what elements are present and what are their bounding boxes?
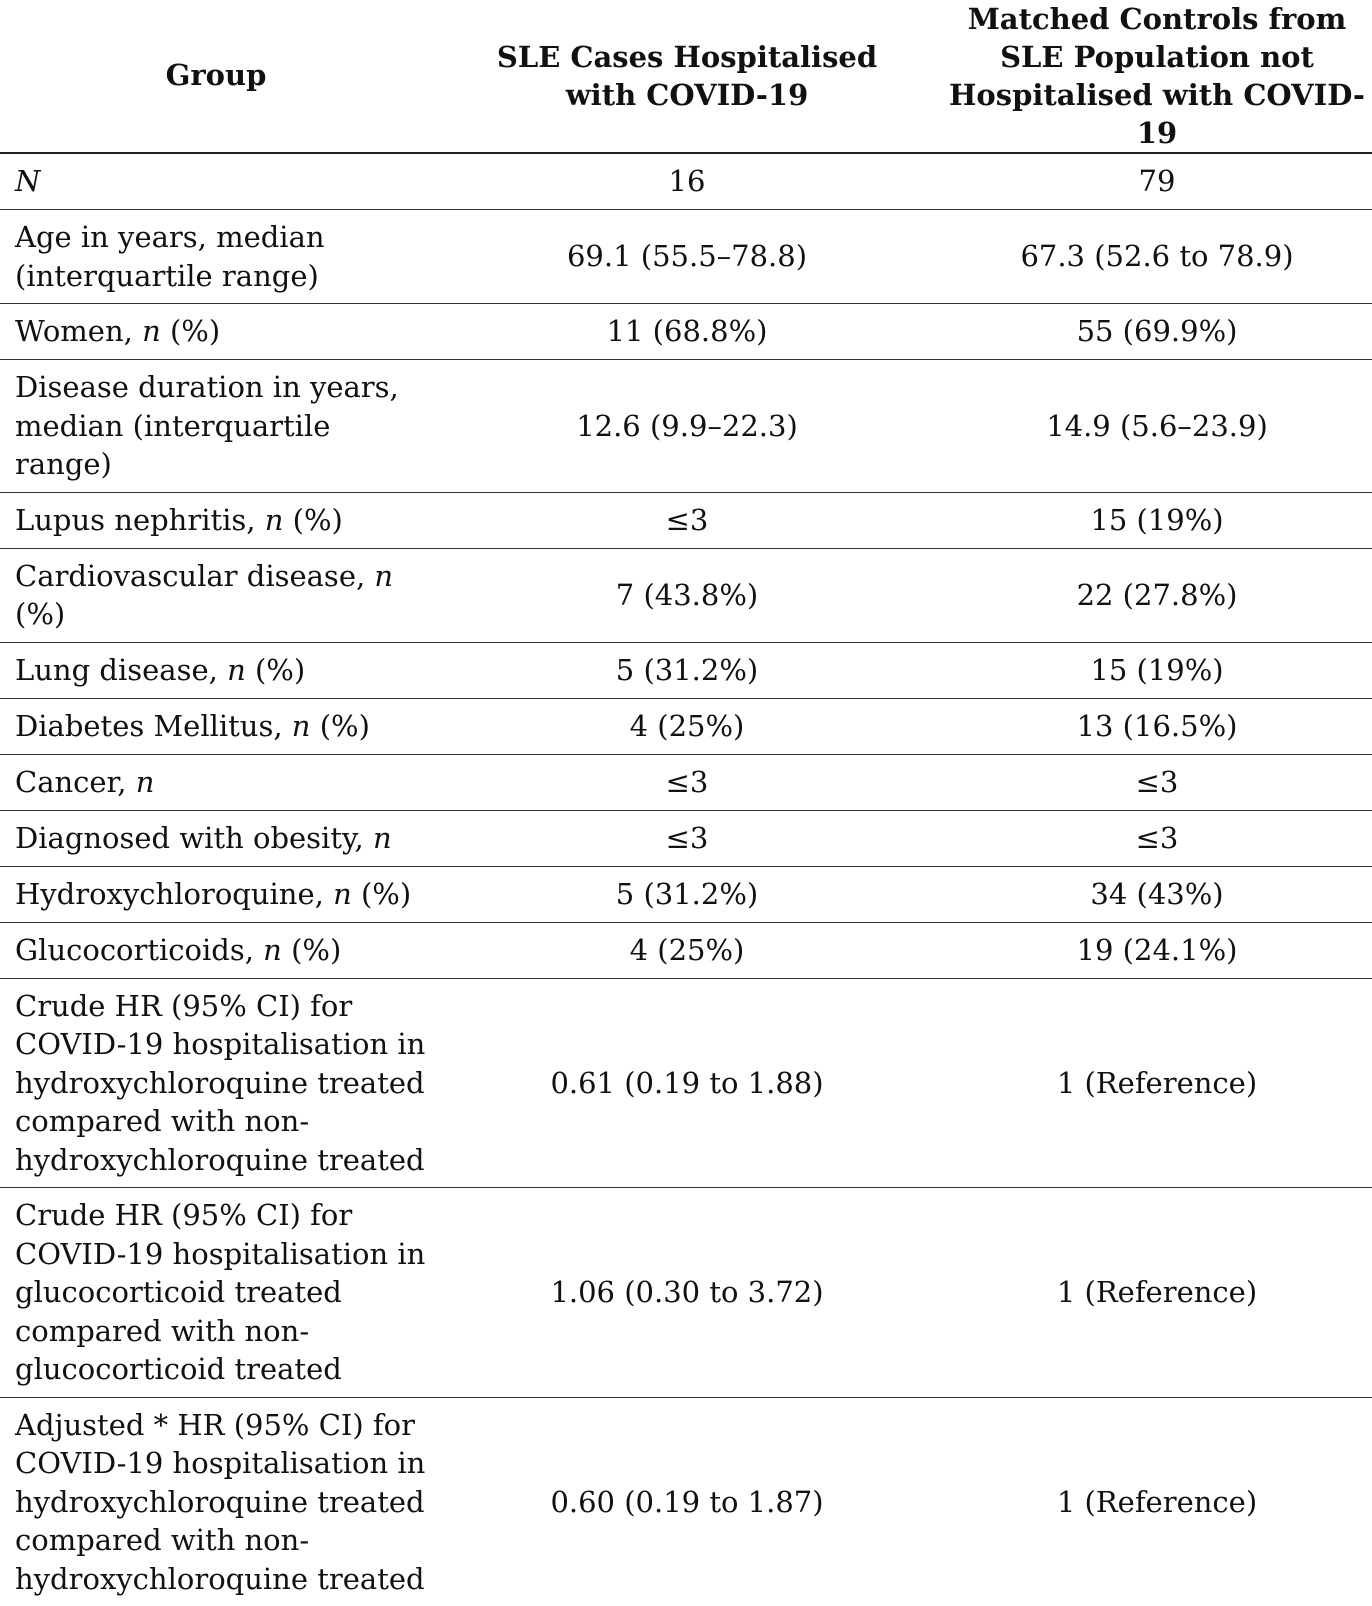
table-row [0, 978, 1372, 1188]
cases-value: 69.1 (55.5–78.8) [432, 210, 942, 304]
cases-value: ≤3 [432, 754, 942, 810]
controls-value: 19 (24.1%) [942, 922, 1372, 978]
row-label: N [0, 153, 432, 210]
table-row [0, 360, 1372, 493]
controls-value: 22 (27.8%) [942, 548, 1372, 642]
controls-value: 1 (Reference) [1056, 1484, 1258, 1519]
row-label: Glucocorticoids, n (%) [0, 922, 432, 978]
cases-value: 5 (31.2%) [432, 866, 942, 922]
controls-value: 67.3 (52.6 to 78.9) [942, 210, 1372, 304]
controls-value: ≤3 [942, 810, 1372, 866]
header-controls: Matched Controls from SLE Population not Hospitalised with COVID-19 [942, 0, 1372, 153]
row-label: Women, n (%) [0, 304, 432, 360]
table-row [0, 642, 1372, 698]
cases-value: 1.06 (0.30 to 3.72) [432, 1188, 942, 1398]
controls-value: 1 (Reference) [942, 1188, 1372, 1398]
cases-value: 0.60 (0.19 to 1.87) [550, 1484, 824, 1519]
cases-value: 11 (68.8%) [432, 304, 942, 360]
cases-value: ≤3 [432, 810, 942, 866]
controls-value: 55 (69.9%) [942, 304, 1372, 360]
table-row [0, 810, 1372, 866]
cases-value: ≤3 [432, 492, 942, 548]
cases-value: 4 (25%) [432, 922, 942, 978]
row-label: Hydroxychloroquine, n (%) [0, 866, 432, 922]
row-label: Diabetes Mellitus, n (%) [0, 698, 432, 754]
cases-value: 12.6 (9.9–22.3) [432, 360, 942, 493]
row-label: Crude HR (95% CI) for COVID-19 hospitalisation in hydroxychloroquine treated compared with non-hydroxychloroquine treated [0, 978, 432, 1188]
controls-value: 15 (19%) [942, 642, 1372, 698]
table-row [0, 492, 1372, 548]
row-label: Crude HR (95% CI) for COVID-19 hospitalisation in glucocorticoid treated compared with non-glucocorticoid treated [0, 1188, 432, 1398]
row-label: Adjusted * HR (95% CI) for COVID-19 hospitalisation in hydroxychloroquine treated compared with non-hydroxychloroquine treated [15, 1407, 426, 1596]
table-row [0, 153, 1372, 210]
row-label: Cancer, n [0, 754, 432, 810]
controls-value: 15 (19%) [942, 492, 1372, 548]
table-row [0, 210, 1372, 304]
table-row [0, 1397, 1372, 1606]
header-cases: SLE Cases Hospitalised with COVID-19 [432, 0, 942, 153]
table-row [0, 922, 1372, 978]
header-group: Group [0, 0, 432, 153]
cases-value: 5 (31.2%) [432, 642, 942, 698]
table-row [0, 866, 1372, 922]
table-row [0, 548, 1372, 642]
controls-value: 79 [942, 153, 1372, 210]
controls-value: 14.9 (5.6–23.9) [942, 360, 1372, 493]
table-row [0, 304, 1372, 360]
controls-value: 34 (43%) [942, 866, 1372, 922]
row-label: Disease duration in years, median (interquartile range) [0, 360, 432, 493]
controls-value: 1 (Reference) [942, 978, 1372, 1188]
row-label: Diagnosed with obesity, n [0, 810, 432, 866]
cases-value: 7 (43.8%) [432, 548, 942, 642]
cases-value: 4 (25%) [432, 698, 942, 754]
table-row [0, 698, 1372, 754]
controls-value: ≤3 [942, 754, 1372, 810]
row-label: Age in years, median (interquartile range) [0, 210, 432, 304]
controls-value: 13 (16.5%) [942, 698, 1372, 754]
table-row [0, 754, 1372, 810]
row-label: Lupus nephritis, n (%) [0, 492, 432, 548]
row-label: Cardiovascular disease, n (%) [0, 548, 432, 642]
table-row [0, 1188, 1372, 1398]
row-label: Lung disease, n (%) [0, 642, 432, 698]
cases-value: 16 [432, 153, 942, 210]
header-row [0, 0, 1372, 153]
cases-value: 0.61 (0.19 to 1.88) [432, 978, 942, 1188]
